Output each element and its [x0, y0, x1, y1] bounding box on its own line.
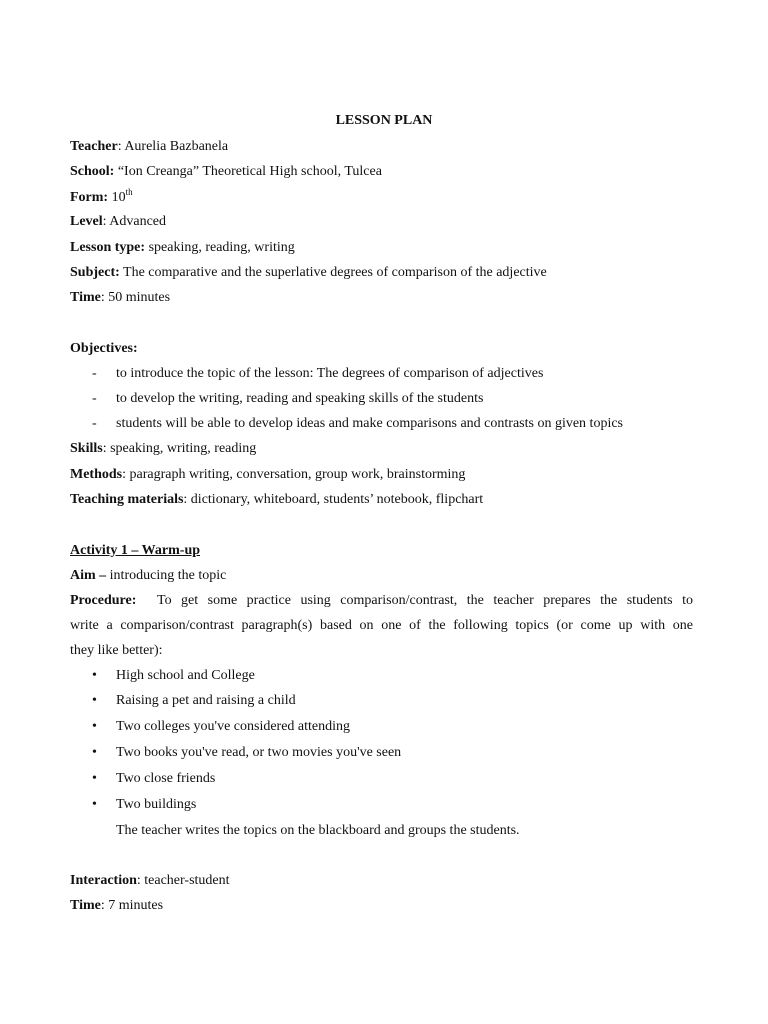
topic-item: Two buildings — [116, 797, 197, 812]
materials-line — [70, 491, 483, 509]
methods-label: Methods — [70, 467, 123, 482]
objective-marker: - — [92, 366, 97, 381]
procedure-text-line-3: they like better): — [70, 643, 163, 658]
activity-heading-text: Activity 1 – Warm-up — [70, 543, 201, 558]
topic-item: High school and College — [116, 668, 255, 683]
objective-item: to introduce the topic of the lesson: The degrees of comparison of adjectives — [116, 366, 544, 381]
procedure-text-line-1: To get some practice using comparison/contrast, the teacher prepares the students to — [157, 593, 693, 608]
lesson-type-label: Lesson type: — [70, 240, 146, 255]
methods-value: : paragraph writing, conversation, group work, brainstorming — [122, 467, 466, 482]
topic-bullet: • — [92, 693, 97, 708]
time-value: : 50 minutes — [100, 290, 171, 305]
skills-label: Skills — [70, 441, 103, 456]
objective-marker: - — [92, 391, 97, 406]
interaction-label: Interaction — [70, 873, 137, 888]
activity-time-value: : 7 minutes — [100, 898, 164, 913]
form-value: 10 — [108, 190, 126, 205]
lesson-type-value: speaking, reading, writing — [145, 240, 295, 255]
time-line — [70, 289, 170, 307]
topic-item: Raising a pet and raising a child — [116, 693, 296, 708]
page-title: LESSON PLAN — [335, 113, 433, 128]
skills-value: : speaking, writing, reading — [102, 441, 257, 456]
teacher-line — [70, 138, 228, 156]
interaction-value: : teacher-student — [136, 873, 230, 888]
topic-bullet: • — [92, 797, 97, 812]
activity-heading — [70, 542, 200, 560]
topic-item: Two close friends — [116, 771, 216, 786]
objectives-heading — [70, 340, 138, 358]
topic-item: Two books you've read, or two movies you've seen — [116, 745, 402, 760]
topic-item: Two colleges you've considered attending — [116, 719, 351, 734]
procedure-label: Procedure: — [70, 593, 137, 608]
form-superscript: th — [125, 187, 133, 197]
materials-label: Teaching materials — [70, 492, 184, 507]
lesson-type-line — [70, 239, 295, 257]
aim-value: introducing the topic — [106, 568, 227, 583]
objective-item: to develop the writing, reading and speaking skills of the students — [116, 391, 484, 406]
activity-note: The teacher writes the topics on the blackboard and groups the students. — [116, 823, 520, 838]
procedure-text-line-2: write a comparison/contrast paragraph(s) based on one of the following topics (or come up with one — [70, 618, 693, 633]
level-line — [70, 213, 166, 231]
activity-time-label: Time — [70, 898, 101, 913]
subject-line — [70, 264, 547, 282]
objective-marker: - — [92, 416, 97, 431]
objectives-heading-text: Objectives: — [70, 341, 138, 356]
topic-bullet: • — [92, 668, 97, 683]
subject-label: Subject: — [70, 265, 120, 280]
form-label: Form: — [70, 190, 109, 205]
level-value: : Advanced — [102, 214, 167, 229]
level-label: Level — [70, 214, 103, 229]
school-line — [70, 163, 382, 181]
school-label: School: — [70, 164, 115, 179]
methods-line — [70, 466, 465, 484]
procedure-label-line — [70, 592, 136, 610]
teacher-value: : Aurelia Bazbanela — [117, 139, 229, 154]
school-value: “Ion Creanga” Theoretical High school, Tulcea — [114, 164, 382, 179]
subject-value: The comparative and the superlative degrees of comparison of the adjective — [119, 265, 547, 280]
topic-bullet: • — [92, 745, 97, 760]
topic-bullet: • — [92, 771, 97, 786]
activity-time-line — [70, 897, 163, 915]
skills-line — [70, 440, 256, 458]
time-label: Time — [70, 290, 101, 305]
objective-item: students will be able to develop ideas and make comparisons and contrasts on given topics — [116, 416, 623, 431]
aim-line — [70, 567, 226, 585]
interaction-line — [70, 872, 230, 890]
teacher-label: Teacher — [70, 139, 118, 154]
aim-label: Aim – — [70, 568, 107, 583]
form-line — [70, 189, 133, 207]
topic-bullet: • — [92, 719, 97, 734]
materials-value: : dictionary, whiteboard, students’ notebook, flipchart — [183, 492, 484, 507]
